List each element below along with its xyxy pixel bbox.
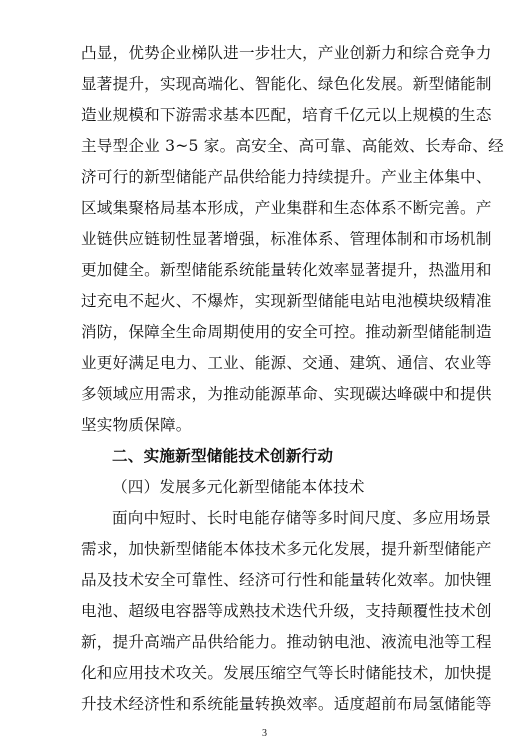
body-line: 坚实物质保障。 — [81, 416, 192, 434]
body-line: 业更好满足电力、工业、能源、交通、建筑、通信、农业等 — [81, 354, 492, 372]
body-line: 面向中短时、长时电能存储等多时间尺度、多应用场景 — [112, 509, 492, 527]
body-line: 主导型企业 3~5 家。高安全、高可靠、高能效、长寿命、经 — [81, 137, 504, 155]
page-number: 3 — [262, 728, 267, 739]
section-heading: 二、实施新型储能技术创新行动 — [112, 447, 334, 465]
body-line: 需求，加快新型储能本体技术多元化发展，提升新型储能产 — [81, 540, 492, 558]
body-line: 多领域应用需求，为推动能源革命、实现碳达峰碳中和提供 — [81, 385, 492, 403]
body-line: 过充电不起火、不爆炸，实现新型储能电站电池模块级精准 — [81, 292, 492, 310]
body-line: 济可行的新型储能产品供给能力持续提升。产业主体集中、 — [81, 168, 492, 186]
body-line: 业链供应链韧性显著增强，标准体系、管理体制和市场机制 — [81, 230, 492, 248]
body-line: 凸显，优势企业梯队进一步壮大，产业创新力和综合竞争力 — [81, 44, 492, 62]
body-line: 显著提升，实现高端化、智能化、绿色化发展。新型储能制 — [81, 75, 492, 93]
body-line: 升技术经济性和系统能量转换效率。适度超前布局氢储能等 — [81, 695, 492, 713]
body-line: 消防，保障全生命周期使用的安全可控。推动新型储能制造 — [81, 323, 492, 341]
body-line: 电池、超级电容器等成熟技术迭代升级，支持颠覆性技术创 — [81, 602, 492, 620]
body-line: 化和应用技术攻关。发展压缩空气等长时储能技术，加快提 — [81, 664, 492, 682]
body-line: 区域集聚格局基本形成，产业集群和生态体系不断完善。产 — [81, 199, 492, 217]
body-line: 品及技术安全可靠性、经济可行性和能量转化效率。加快锂 — [81, 571, 492, 589]
body-line: 新，提升高端产品供给能力。推动钠电池、液流电池等工程 — [81, 633, 492, 651]
body-line: 更加健全。新型储能系统能量转化效率显著提升，热滥用和 — [81, 261, 492, 279]
body-line: 造业规模和下游需求基本匹配，培育千亿元以上规模的生态 — [81, 106, 492, 124]
subsection-heading: （四）发展多元化新型储能本体技术 — [112, 478, 365, 496]
